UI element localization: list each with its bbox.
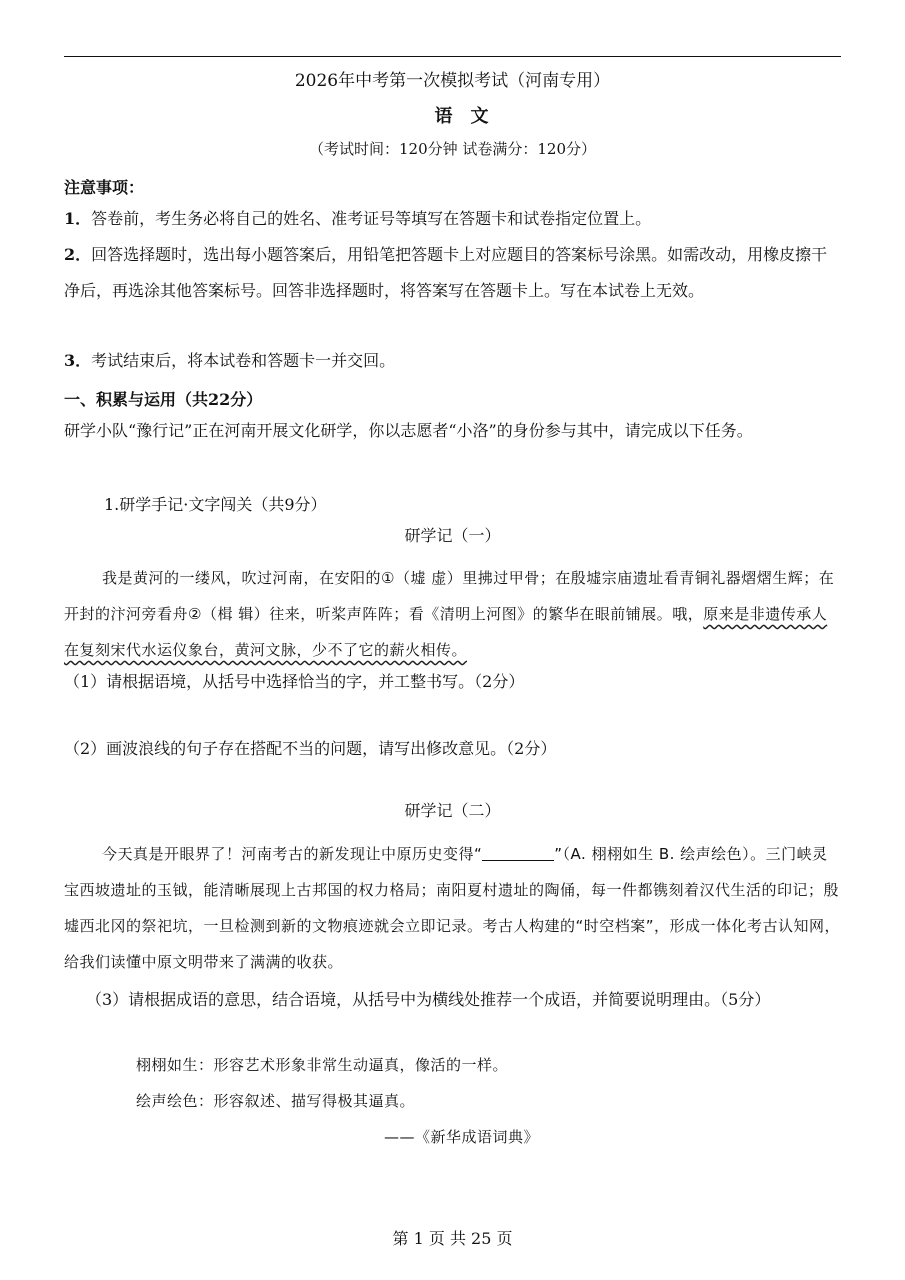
question-3: （3）请根据成语的意思，结合语境，从括号中为横线处推荐一个成语，并简要说明理由。（5分） xyxy=(86,990,771,1009)
dictionary-source: ——《新华成语词典》 xyxy=(384,1128,540,1146)
note1-title: 研学记（一） xyxy=(404,526,501,545)
exam-info: （考试时间：120分钟 试卷满分：120分） xyxy=(308,140,597,158)
subject-title: 语文 xyxy=(434,106,507,127)
section-intro: 研学小队“豫行记”正在河南开展文化研学，你以志愿者“小洛”的身份参与其中，请完成以下任务。 xyxy=(64,421,753,440)
top-rule xyxy=(64,56,841,57)
notice-item-1 xyxy=(64,201,841,237)
notice-item-num: 2． xyxy=(64,245,92,264)
notice-item-3 xyxy=(64,343,841,379)
note1-passage xyxy=(64,560,841,668)
notice-item-2 xyxy=(64,237,841,309)
question-2: （2）画波浪线的句子存在搭配不当的问题，请写出修改意见。（2分） xyxy=(64,739,557,758)
task1-title: 1.研学手记·文字闯关（共9分） xyxy=(104,495,327,514)
note2-title: 研学记（二） xyxy=(404,801,501,820)
notice-item-text: 答卷前，考生务必将自己的姓名、准考证号等填写在答题卡和试卷指定位置上。 xyxy=(91,209,652,228)
notice-item-text: 考试结束后，将本试卷和答题卡一并交回。 xyxy=(91,351,396,370)
answer-blank xyxy=(482,844,554,861)
notice-item-text: 回答选择题时，选出每小题答案后，用铅笔把答题卡上对应题目的答案标号涂黑。如需改动，用橡皮擦干净后，再选涂其他答案标号。回答非选择题时，将答案写在答题卡上。写在本试卷上无效。 xyxy=(64,245,828,300)
note1-text: 我是黄河的一缕风，吹过河南，在安阳的①（墟 虚）里拂过甲骨；在殷墟宗庙遗址看青铜礼器熠熠生辉；在开封的汴河旁看舟②（楫 辑）往来，听桨声阵阵；看《清明上河图》的繁华在眼前铺展。哦， xyxy=(64,569,835,623)
note2-text-after: ”（A. 栩栩如生 B. 绘声绘色）。三门峡灵宝西坡遗址的玉钺，能清晰展现上古邦国的权力格局；南阳夏村遗址的陶俑，每一件都镌刻着汉代生活的印记；殷墟西北冈的祭祀坑，一旦检测到新的文物痕迹就会立即记录。考古人构建的“时空档案”，形成一体化考古认知网，给我们读懂中原文明带来了满满的收获。 xyxy=(64,845,841,971)
section-title: 一、积累与运用（共22分） xyxy=(64,390,263,409)
notice-item-num: 3． xyxy=(64,351,92,370)
notice-title: 注意事项： xyxy=(64,178,145,197)
question-1: （1）请根据语境，从括号中选择恰当的字，并工整书写。（2分） xyxy=(64,672,525,691)
note2-passage xyxy=(64,836,841,980)
wavy-sentence: 原来是非遗传承人在复刻宋代水运仪象台，黄河文脉，少不了它的薪火相传。 xyxy=(64,605,828,659)
idiom-definition-2: 绘声绘色：形容叙述、描写得极其逼真。 xyxy=(136,1092,416,1110)
idiom-definition-1: 栩栩如生：形容艺术形象非常生动逼真，像活的一样。 xyxy=(136,1056,509,1074)
notice-item-num: 1． xyxy=(64,209,92,228)
page-number: 第 1 页 共 25 页 xyxy=(392,1229,513,1248)
exam-title: 2026年中考第一次模拟考试（河南专用） xyxy=(294,71,611,91)
note2-text-before: 今天真是开眼界了！河南考古的新发现让中原历史变得“ xyxy=(102,845,483,863)
